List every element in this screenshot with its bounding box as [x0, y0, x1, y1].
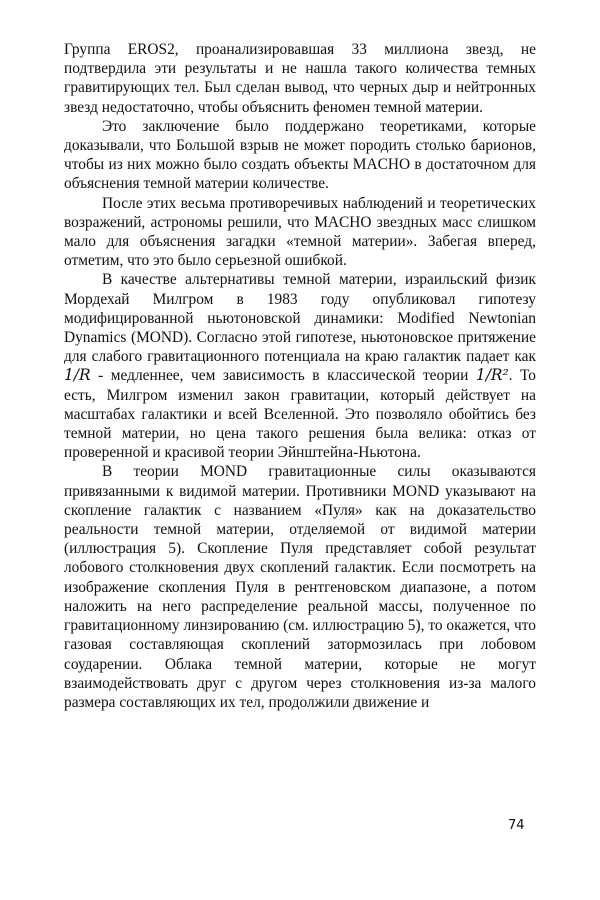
paragraph-eros2: Группа EROS2, проанализировавшая 33 миллиона звезд, не подтвердила эти результаты и не нашла такого количества темных гравитирующих тел. Был сделан вывод, что черных дыр и нейтронных звезд недостаточно, чтобы объяснить феномен темной материи. — [64, 41, 536, 116]
page-number: 74 — [508, 818, 525, 833]
paragraph-bullet-cluster: В теории MOND гравитационные силы оказываются привязанными к видимой материи. Противники MOND указывают на скопление галактик с названием «Пуля» как на доказательство реальности темной материи, отделяемой от видимой материи (иллюстрация 5). Скопление Пуля представляет собой результат лобового столкновения двух скоплений галактик. Если посмотреть на изображение скопления Пуля в рентгеновском диапазоне, а потом наложить на него распределение реальной массы, полученное по гравитационному линзированию (см. иллюстрацию 5), то окажется, что газовая составляющая скоплений затормозилась при лобовом соударении. Облака темной материи, которые не могут взаимодействовать друг с другом через столкновения из-за малого размера составляющих их тел, продолжили движение и — [64, 463, 536, 711]
mond-text-part-3: . То есть, Милгром изменил закон гравитации, который действует на масштабах галактики и всей Вселенной. Это позволяло обойтись без темной материи, но цена такого решения была велика: отказ от проверенной и красивой теории Эйнштейна-Ньютона. — [64, 367, 537, 462]
mond-text-part-2: - медленнее, чем зависимость в классической теории — [90, 367, 476, 385]
paragraph-theorists: Это заключение было поддержано теоретиками, которые доказывали, что Большой взрыв не может породить столько барионов, чтобы из них можно было создать объекты MACHO в достаточном для объяснения темной материи количестве. — [64, 117, 536, 193]
mond-text-part-1: В качестве альтернативы темной материи, израильский физик Мордехай Милгром в 1983 году опубликовал гипотезу модифицированной ньютоновской динамики: Modified Newtonian Dynamics (MOND). Согласно этой гипотезе, ньютоновское притяжение для слабого гравитационного потенциала на краю галактик падает как — [64, 271, 536, 366]
formula-one-over-r: 1/𝑅 — [64, 366, 91, 385]
page-body — [64, 40, 536, 712]
formula-one-over-r-squared: 1/𝑅² — [475, 366, 509, 385]
paragraph-mond — [64, 270, 536, 462]
paragraph-macho: После этих весьма противоречивых наблюдений и теоретических возражений, астрономы решили, что MACHO звездных масс слишком мало для объяснения загадки «темной материи». Забегая вперед, отметим, что это было серьезной ошибкой. — [64, 194, 536, 270]
